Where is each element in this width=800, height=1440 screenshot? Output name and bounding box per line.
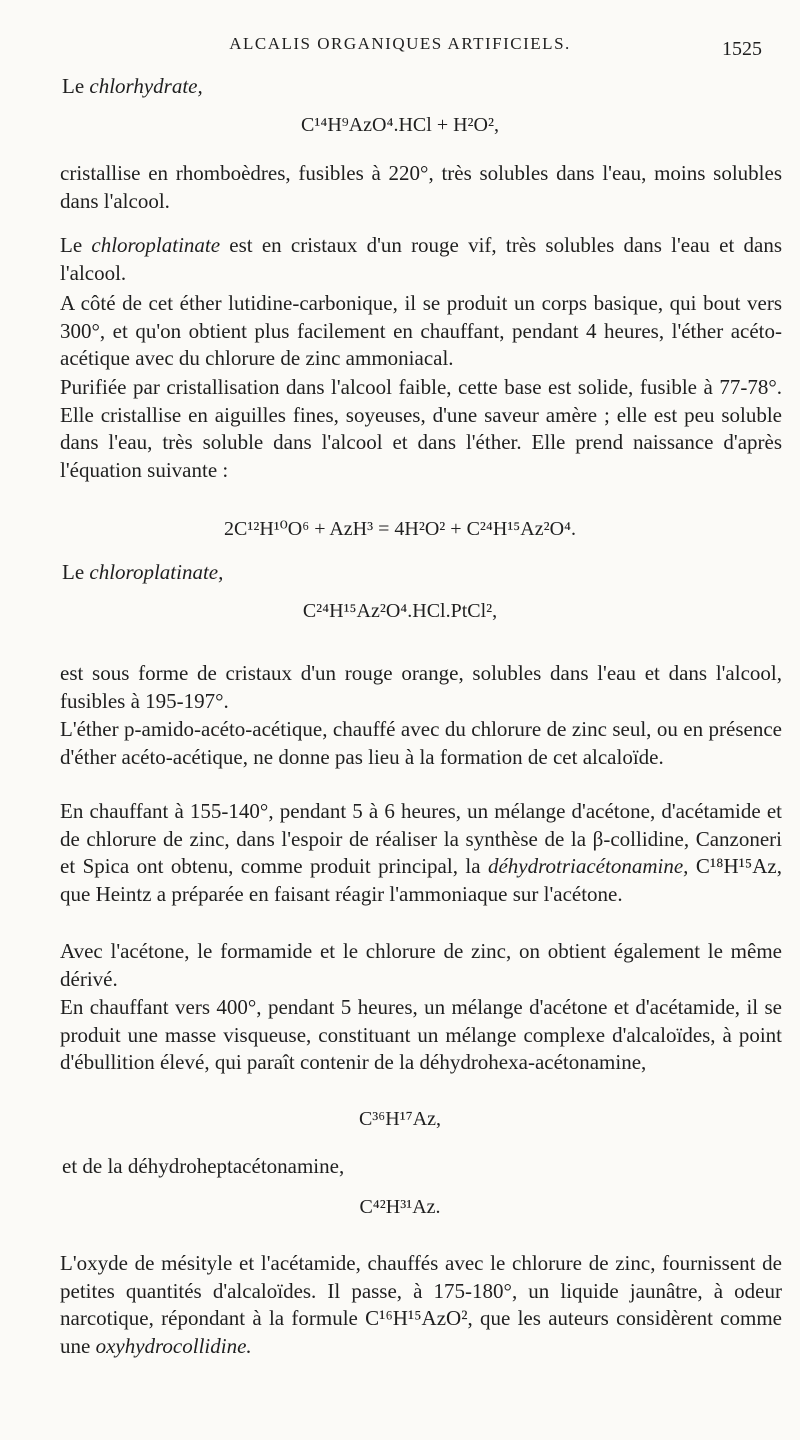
formula-chloroplatinate: C²⁴H¹⁵Az²O⁴.HCl.PtCl², <box>302 600 498 622</box>
term-chloroplatinate: chloroplatinate <box>91 233 221 257</box>
page-number: 1525 <box>722 38 762 60</box>
paragraph-formamide: Avec l'acétone, le formamide et le chlorure de zinc, on obtient également le même dérivé. <box>60 939 782 991</box>
paragraph-hepta: et de la déhydroheptacétonamine, <box>62 1154 345 1178</box>
formula-hepta: C⁴²H³¹Az. <box>359 1196 441 1218</box>
paragraph-orange-crystals: est sous forme de cristaux d'un rouge orange, solubles dans l'eau et dans l'alcool, fusibles à 195-197°. <box>60 661 782 713</box>
formula-hexa: C³⁶H¹⁷Az, <box>358 1108 442 1130</box>
paragraph-basic-body: A côté de cet éther lutidine-carbonique, il se produit un corps basique, qui bout vers 300°, et qu'on obtient plus facilement en chauffant, pendant 4 heures, l'éther acéto-acétique avec du chlorure de zinc ammoniacal. <box>60 291 782 370</box>
paragraph-chloroplatinate: Le chloroplatinate est en cristaux d'un rouge vif, très solubles dans l'eau et dans l'alcool. <box>60 233 783 285</box>
paragraph-acetamide: En chauffant vers 400°, pendant 5 heures, un mélange d'acétone et d'acétamide, il se produit une masse visqueuse, constituant un mélange complexe d'alcaloïdes, à point d'ébullition élevé, qui paraît contenir de la déhydrohexa-acétonamine, <box>60 995 782 1074</box>
paragraph-mesityl-oxide: L'oxyde de mésityle et l'acétamide, chauffés avec le chlorure de zinc, fournissent de petites quantités d'alcaloïdes. Il passe, à 175-180°, un liquide jaunâtre, à odeur narcotique, répondant à la formule C¹⁶H¹⁵AzO², que les auteurs considèrent comme une oxyhydrocollidine. <box>60 1251 782 1358</box>
paragraph-purification: Purifiée par cristallisation dans l'alcool faible, cette base est solide, fusible à 77-78°. Elle cristallise en aiguilles fines, soyeuses, d'une saveur amère ; elle est peu soluble dans l'eau, très soluble dans l'alcool et dans l'éther. Elle prend naissance d'après l'équation suivante : <box>60 375 782 482</box>
term-dehydrotriacetonamine: déhydrotriacétonamine, <box>487 854 689 878</box>
formula-equation: 2C¹²H¹⁰O⁶ + AzH³ = 4H²O² + C²⁴H¹⁵Az²O⁴. <box>223 518 577 540</box>
paragraph-amido-ether: L'éther p-amido-acéto-acétique, chauffé avec du chlorure de zinc seul, ou en présence d'éther acéto-acétique, ne donne pas lieu à la formation de cet alcaloïde. <box>60 717 782 769</box>
chloroplatinate-intro: Le chloroplatinate, <box>62 560 224 584</box>
term-oxyhydrocollidine: oxyhydrocollidine. <box>95 1333 252 1358</box>
formula-chlorhydrate: C¹⁴H⁹AzO⁴.HCl + H²O², <box>301 114 499 136</box>
paragraph-canzoneri-spica: En chauffant à 155-140°, pendant 5 à 6 heures, un mélange d'acétone, d'acétamide et de chlorure de zinc, dans l'espoir de réaliser la synthèse de la β-collidine, Canzoneri et Spica ont obtenu, comme produit principal, la déhydrotriacétonamine, C¹⁸H¹⁵Az, que Heintz a préparée en faisant réagir l'ammoniaque sur l'acétone. <box>60 799 782 906</box>
paragraph-crystallization: cristallise en rhomboèdres, fusibles à 220°, très solubles dans l'eau, moins solubles dans l'alcool. <box>60 161 782 213</box>
term-chloroplatinate-2: chloroplatinate, <box>89 560 224 584</box>
chlorhydrate-intro: Le chlorhydrate, <box>62 74 203 98</box>
term-chlorhydrate: chlorhydrate, <box>89 74 203 98</box>
running-title: ALCALIS ORGANIQUES ARTIFICIELS. <box>229 34 571 53</box>
